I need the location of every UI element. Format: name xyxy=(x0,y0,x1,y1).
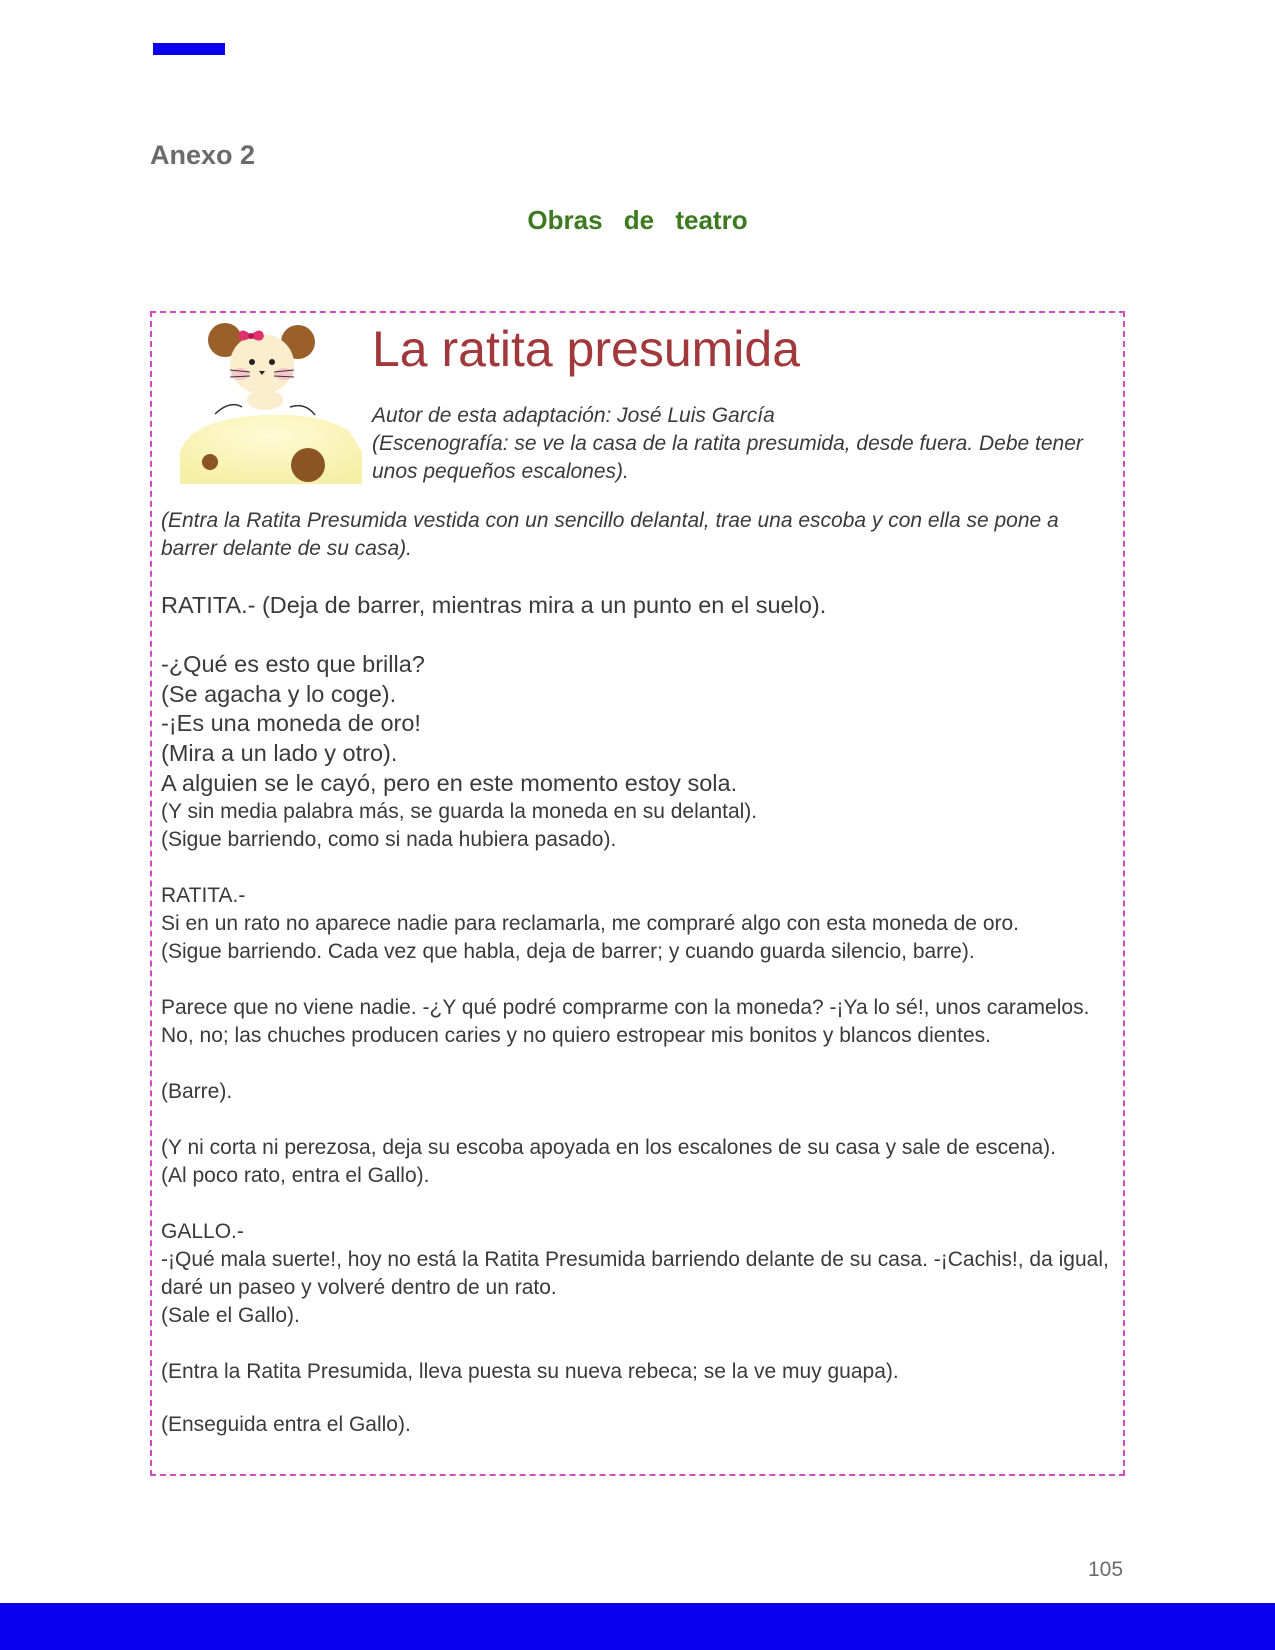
mouse-cheek xyxy=(275,368,293,380)
top-accent-bar xyxy=(153,43,225,55)
script-line: (Sigue barriendo, como si nada hubiera pasado). xyxy=(161,828,617,851)
script-line: (Y sin media palabra más, se guarda la moneda en su delantal). xyxy=(161,800,758,823)
cheese-hole xyxy=(202,454,218,470)
script-line: A alguien se le cayó, pero en este momento estoy sola. xyxy=(161,770,738,796)
mouse-eye xyxy=(249,359,255,365)
script-line: (Y ni corta ni perezosa, deja su escoba apoyada en los escalones de su casa y sale de escena). xyxy=(161,1136,1057,1159)
cheese-shape xyxy=(180,415,362,484)
script-line: Parece que no viene nadie. -¿Y qué podré comprarme con la moneda? -¡Ya lo sé!, unos caramelos. No, no; las chuches producen caries y no quiero estropear mis bonitos y blancos dientes. xyxy=(161,996,1090,1047)
character-name: RATITA.- xyxy=(161,884,246,907)
script-line: (Al poco rato, entra el Gallo). xyxy=(161,1164,430,1187)
section-title: Obras de teatro xyxy=(527,205,748,235)
script-line: (Sale el Gallo). xyxy=(161,1304,300,1327)
script-line: (Sigue barriendo. Cada vez que habla, deja de barrer; y cuando guarda silencio, barre). xyxy=(161,940,975,963)
script-line: (Se agacha y lo coge). xyxy=(161,681,397,707)
play-title: La ratita presumida xyxy=(372,321,801,377)
author-credit: Autor de esta adaptación: José Luis García xyxy=(372,404,775,427)
annex-heading: Anexo 2 xyxy=(150,140,256,170)
character-name: GALLO.- xyxy=(161,1220,244,1243)
script-line: (Mira a un lado y otro). xyxy=(161,740,398,766)
page-number: 105 xyxy=(1088,1558,1124,1581)
mouse-cheek xyxy=(231,368,249,380)
script-line: RATITA.- (Deja de barrer, mientras mira a un punto en el suelo). xyxy=(161,592,827,618)
script-line: (Entra la Ratita Presumida, lleva puesta su nueva rebeca; se la ve muy guapa). xyxy=(161,1360,899,1383)
mouse-eye xyxy=(269,359,275,365)
script-line: -¿Qué es esto que brilla? xyxy=(161,651,425,677)
bottom-accent-bar xyxy=(0,1603,1275,1650)
script-line: -¡Qué mala suerte!, hoy no está la Ratita Presumida barriendo delante de su casa. -¡Cachis!, da igual, daré un paseo y volveré dentro de un rato. xyxy=(161,1248,1109,1299)
cheese-hole xyxy=(291,448,325,482)
script-line: -¡Es una moneda de oro! xyxy=(161,710,421,736)
stage-direction-intro: (Entra la Ratita Presumida vestida con un sencillo delantal, trae una escoba y con ella se pone a barrer delante de su casa). xyxy=(161,509,1059,560)
mouse-on-cheese-illustration xyxy=(180,322,362,484)
mouse-bow-knot xyxy=(248,333,254,339)
mouse-arm xyxy=(290,406,315,415)
scenography-note: (Escenografía: se ve la casa de la ratita presumida, desde fuera. Debe tener unos pequeños escalones). xyxy=(372,432,1083,483)
script-line: Si en un rato no aparece nadie para reclamarla, me compraré algo con esta moneda de oro. xyxy=(161,912,1020,935)
script-line: (Enseguida entra el Gallo). xyxy=(161,1413,411,1436)
mouse-head xyxy=(230,334,294,394)
script-line: (Barre). xyxy=(161,1080,233,1103)
mouse-arm xyxy=(215,405,242,414)
